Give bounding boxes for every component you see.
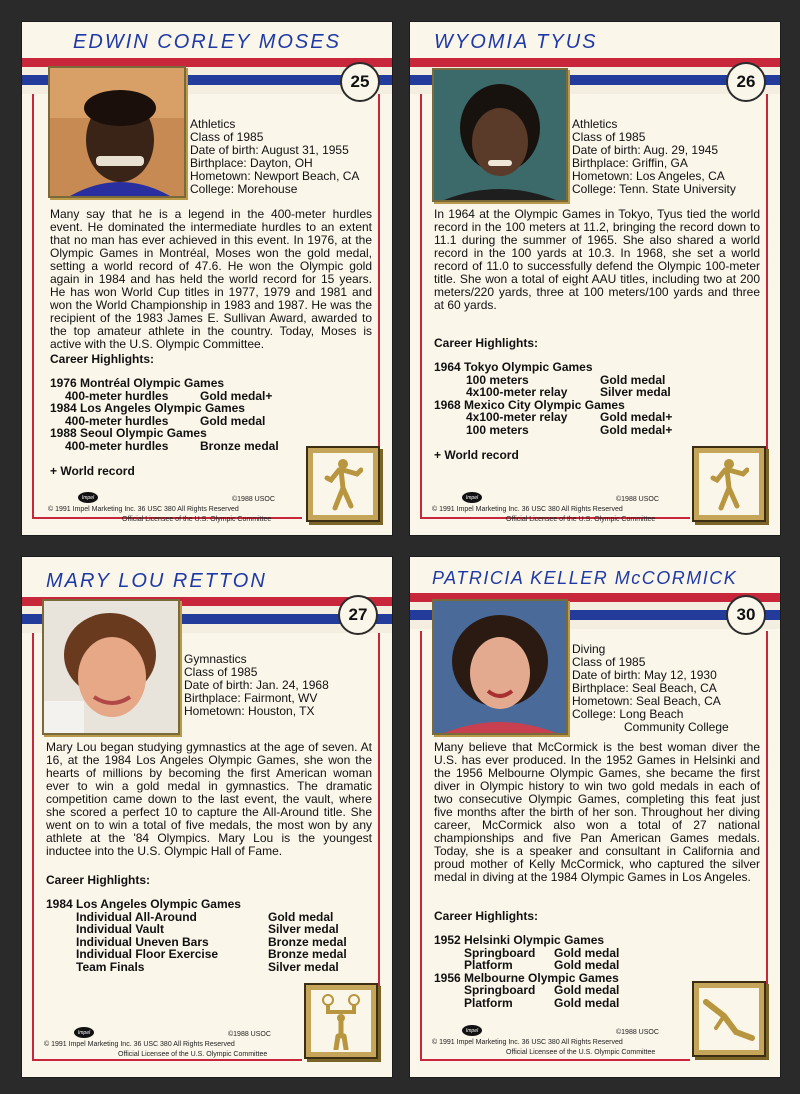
athlete-name: EDWIN CORLEY MOSES <box>73 31 341 53</box>
licensee-line: Official Licensee of the U.S. Olympic Committee <box>122 516 272 523</box>
impel-logo: Impel <box>462 492 482 503</box>
card-number: 27 <box>338 595 378 635</box>
usoc-copyright: ©1988 USOC <box>228 1031 271 1038</box>
athlete-photo <box>42 599 180 735</box>
career-highlights: 1976 Montréal Olympic Games 400-meter hurdles Gold medal+ 1984 Los Angeles Olympic Games 400-meter hurdles Gold medal 1988 Seoul Olympic Games 400-meter hurdles Bronze medal <box>50 376 279 453</box>
athlete-photo <box>432 599 568 735</box>
licensee-line: Official Licensee of the U.S. Olympic Committee <box>506 516 656 523</box>
athlete-info: Gymnastics Class of 1985 Date of birth: Jan. 24, 1968 Birthplace: Fairmont, WV Hometown: Houston, TX <box>184 652 329 718</box>
career-highlights: 1952 Helsinki Olympic Games Springboard Gold medal Platform Gold medal 1956 Melbourne Olympic Games Springboard Gold medal Platform Gold medal <box>434 933 620 1010</box>
impel-logo: Impel <box>462 1025 482 1036</box>
usoc-copyright: ©1988 USOC <box>616 496 659 503</box>
athlete-name: MARY LOU RETTON <box>46 570 267 592</box>
card-number: 25 <box>340 62 380 102</box>
copyright-line: © 1991 Impel Marketing Inc. 36 USC 380 All Rights Reserved <box>44 1041 235 1048</box>
athlete-bio: In 1964 at the Olympic Games in Tokyo, Tyus tied the world record in the 100 meters at 11.2, bringing the record down to 11.1 during the summer of 1965. She also shared a world record in the 100 yards at 10.3. In 1968, she set a world record of 11.0 to successfully defend the Olympic 100-meter title. She won a total of eight AAU titles, including two at 200 meters/220 yards, three at 100 meters/100 yards and three at 60 yards. <box>434 207 760 312</box>
career-highlights-title: Career Highlights: <box>434 909 539 923</box>
usoc-copyright: ©1988 USOC <box>232 496 275 503</box>
athlete-name: WYOMIA TYUS <box>434 31 598 53</box>
usoc-copyright: ©1988 USOC <box>616 1029 659 1036</box>
copyright-line: © 1991 Impel Marketing Inc. 36 USC 380 All Rights Reserved <box>48 506 239 513</box>
athlete-name: PATRICIA KELLER McCORMICK <box>432 568 738 588</box>
card-number: 30 <box>726 595 766 635</box>
career-highlights-title: Career Highlights: <box>50 352 155 366</box>
discus-thrower-icon <box>692 446 766 522</box>
licensee-line: Official Licensee of the U.S. Olympic Committee <box>506 1049 656 1056</box>
discus-thrower-icon <box>306 446 380 522</box>
athlete-bio: Mary Lou began studying gymnastics at the age of seven. At 16, at the 1984 Los Angeles Olympic Games, she won the hearts of millions by becoming the first American woman ever to win a gold medal in gymnastics. The dramatic competition came down to the last event, the vault, where she scored a perfect 10 to capture the All-Around title. She went on to win a total of five medals, the most won by any athlete at the '84 Olympics. Mary Lou is the youngest inductee into the U.S. Olympic Hall of Fame. <box>46 740 372 858</box>
world-record-footnote: + World record <box>50 464 135 478</box>
career-highlights: 1984 Los Angeles Olympic Games Individual All-Around Gold medal Individual Vault Silver medal Individual Uneven Bars Bronze medal Individual Floor Exercise Bronze medal Team Finals Silver medal <box>46 897 347 974</box>
athlete-photo <box>432 68 568 202</box>
athlete-bio: Many believe that McCormick is the best woman diver the U.S. has ever produced. In the 1952 Games in Helsinki and the 1956 Melbourne Olympic Games, she became the first diver in Olympic history to win two gold medals in each of two consecutive Olympic Games, completing this feat just five months after the birth of her son. Throughout her diving career, McCormick also won a total of 27 national championships and five Pan American Games medals. Today, she is a speaker and consultant in California and proud mother of Kelly McCormick, who captured the silver medal in diving at the 1984 Olympic Games in Los Angeles. <box>434 740 760 884</box>
card-number: 26 <box>726 62 766 102</box>
copyright-line: © 1991 Impel Marketing Inc. 36 USC 380 All Rights Reserved <box>432 506 623 513</box>
card-mary-lou-retton <box>22 557 392 1077</box>
career-highlights-title: Career Highlights: <box>46 873 151 887</box>
card-wyomia-tyus <box>410 22 780 535</box>
card-edwin-moses <box>22 22 392 535</box>
athlete-info: Athletics Class of 1985 Date of birth: Aug. 29, 1945 Birthplace: Griffin, GA Hometown: Los Angeles, CA College: Tenn. State University <box>572 117 736 196</box>
diver-icon <box>692 981 766 1057</box>
card-patricia-mccormick <box>410 557 780 1077</box>
rings-gymnast-icon <box>304 983 378 1059</box>
impel-logo: Impel <box>74 1027 94 1038</box>
career-highlights: 1964 Tokyo Olympic Games 100 meters Gold medal 4x100-meter relay Silver medal 1968 Mexico City Olympic Games 4x100-meter relay Gold medal+ 100 meters Gold medal+ <box>434 360 673 437</box>
athlete-photo <box>48 66 186 198</box>
copyright-line: © 1991 Impel Marketing Inc. 36 USC 380 All Rights Reserved <box>432 1039 623 1046</box>
athlete-info: Athletics Class of 1985 Date of birth: August 31, 1955 Birthplace: Dayton, OH Hometown: Newport Beach, CA College: Morehouse <box>190 117 360 196</box>
world-record-footnote: + World record <box>434 448 519 462</box>
athlete-info: Diving Class of 1985 Date of birth: May 12, 1930 Birthplace: Seal Beach, CA Hometown: Seal Beach, CA College: Long Beach Community College <box>572 642 729 734</box>
impel-logo: Impel <box>78 492 98 503</box>
athlete-bio: Many say that he is a legend in the 400-meter hurdles event. He dominated the intermediate hurdles to an extent that no man has ever achieved in this event. In 1976, at the Olympic Games in Montréal, Moses won the gold medal, setting a world record of 47.6. He won the Olympic gold again in 1984 and has held the world record for 15 years. He has won World Cup titles in 1977, 1979 and 1981 and won the World Championship in 1983 and 1987. He was the recipient of the 1983 James E. Sullivan Award, awarded to the top amateur athlete in the country. Today, Moses is active with the U.S. Olympic Committee. <box>50 207 372 351</box>
licensee-line: Official Licensee of the U.S. Olympic Committee <box>118 1051 268 1058</box>
career-highlights-title: Career Highlights: <box>434 336 539 350</box>
